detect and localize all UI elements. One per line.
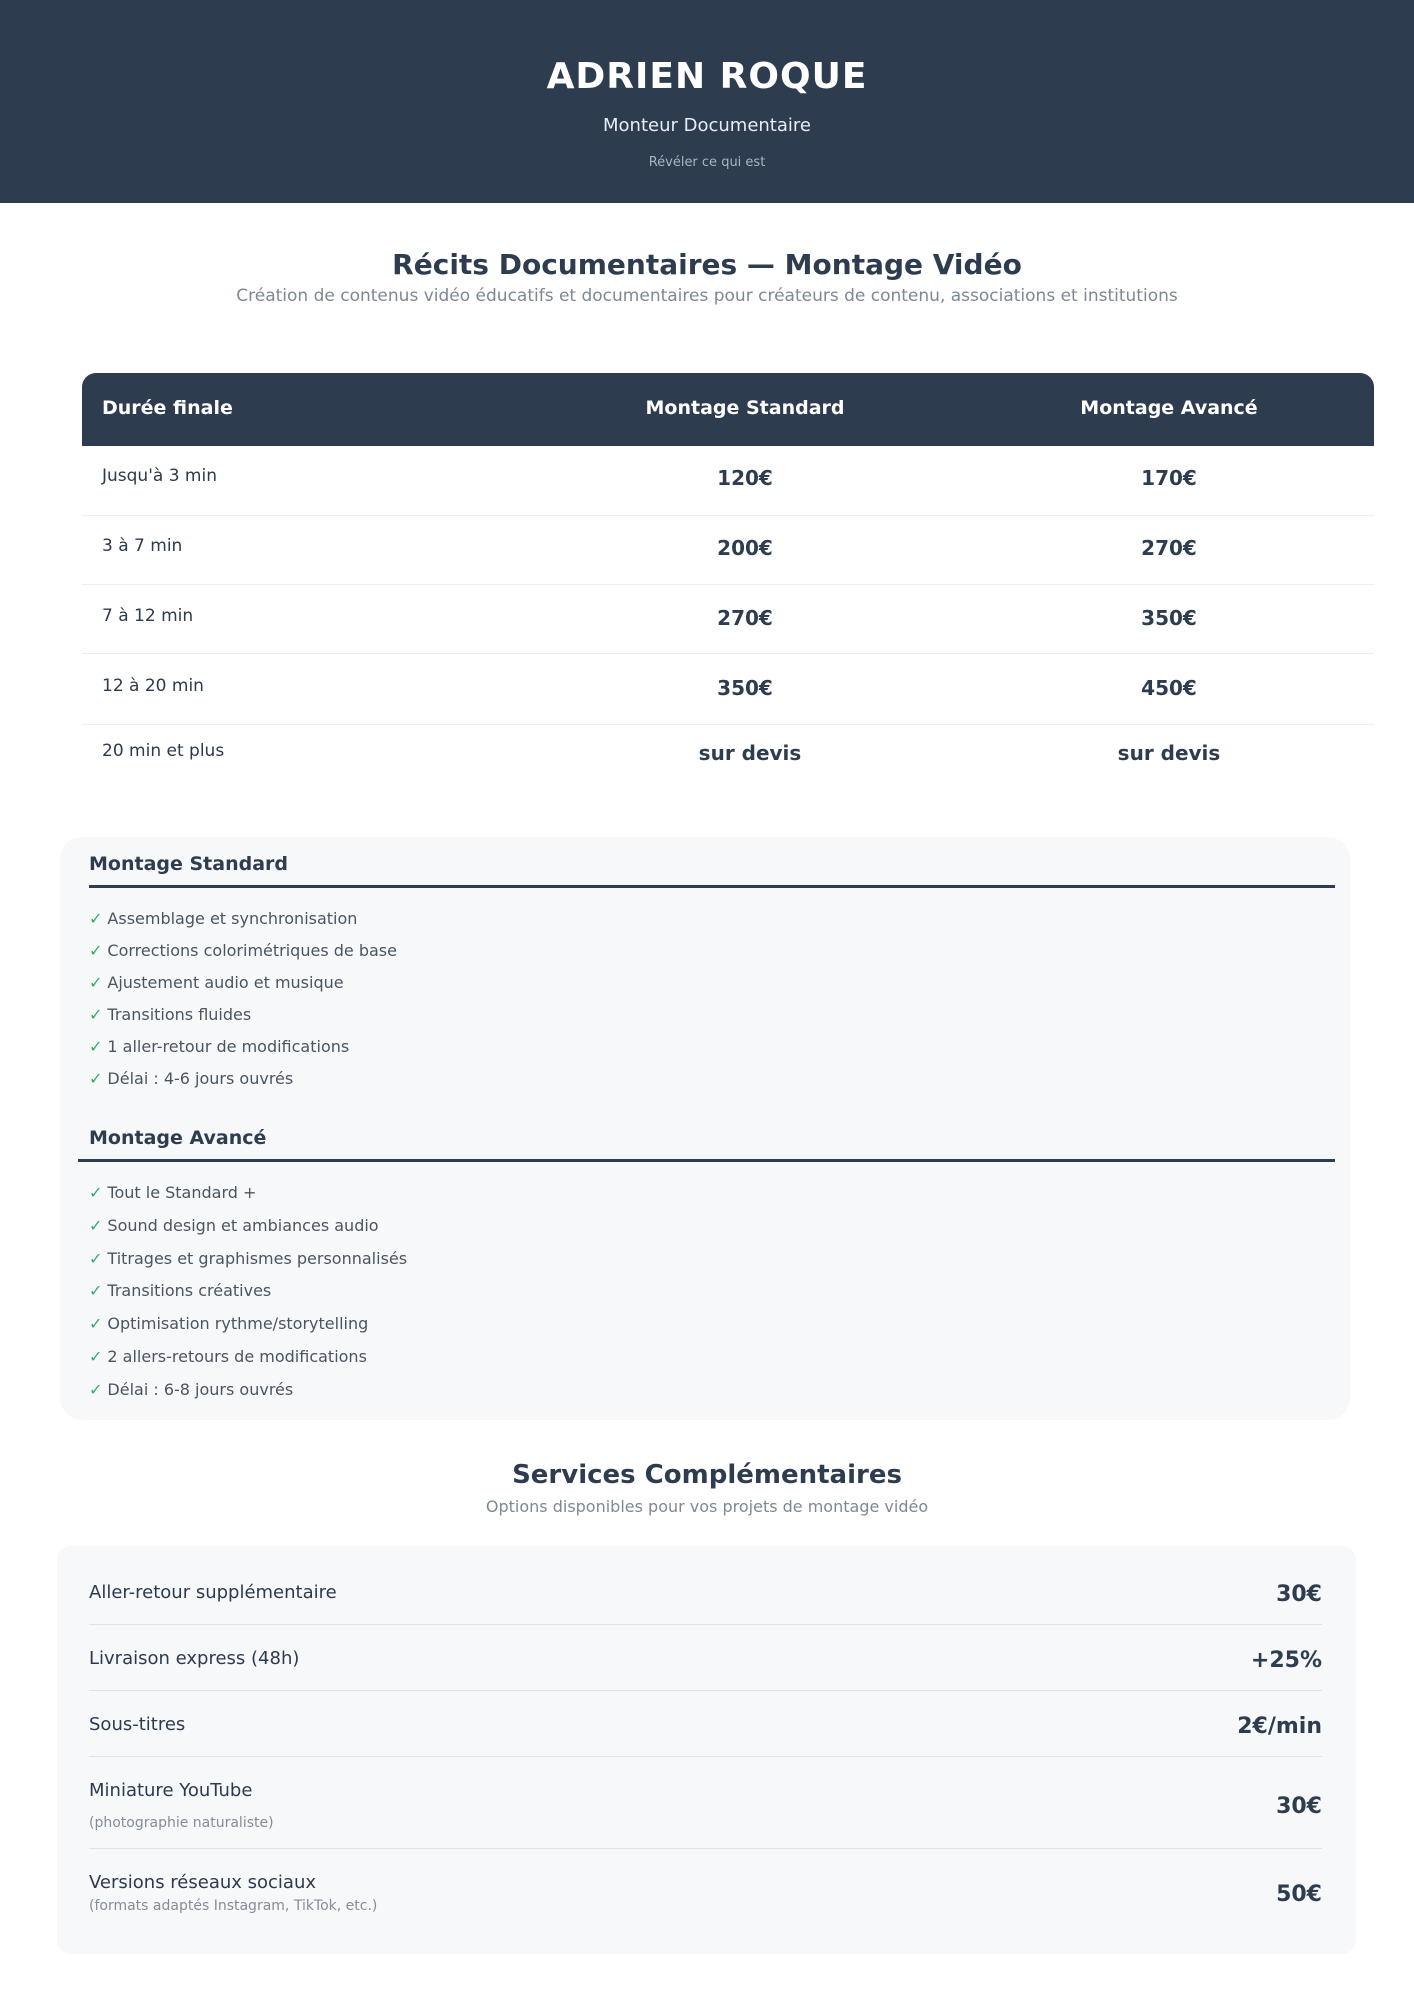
service-name: Livraison express (48h) <box>89 1648 300 1669</box>
page-title: Récits Documentaires — Montage Vidéo <box>392 248 1022 281</box>
row-advanced-price: 450€ <box>1141 676 1197 700</box>
feature-item: ✓ Optimisation rythme/storytelling <box>89 1314 369 1333</box>
service-price: 2€/min <box>1237 1714 1322 1739</box>
feature-item: ✓ Transitions fluides <box>89 1005 252 1024</box>
page-subtitle: Création de contenus vidéo éducatifs et documentaires pour créateurs de contenu, associations et institutions <box>236 286 1178 306</box>
check-icon: ✓ <box>89 1069 103 1088</box>
check-icon: ✓ <box>89 1183 103 1202</box>
table-row <box>82 725 1374 789</box>
feature-item: ✓ 2 allers-retours de modifications <box>89 1347 367 1366</box>
features-panel <box>60 837 1350 1420</box>
row-duration: Jusqu'à 3 min <box>102 466 217 486</box>
services-subtitle: Options disponibles pour vos projets de montage vidéo <box>485 1497 929 1516</box>
header-standard: Montage Standard <box>645 397 845 419</box>
feature-item: ✓ Délai : 6-8 jours ouvrés <box>89 1380 294 1399</box>
service-name: Aller-retour supplémentaire <box>89 1582 337 1603</box>
table-row <box>82 585 1374 654</box>
row-advanced-price: 350€ <box>1141 606 1197 630</box>
feature-item: ✓ Sound design et ambiances audio <box>89 1216 379 1235</box>
service-note: (photographie naturaliste) <box>89 1815 274 1831</box>
service-divider <box>89 1848 1322 1849</box>
row-standard-price: sur devis <box>698 741 802 765</box>
check-icon: ✓ <box>89 1281 103 1300</box>
check-icon: ✓ <box>89 1380 103 1399</box>
check-icon: ✓ <box>89 973 103 992</box>
services-title: Services Complémentaires <box>512 1460 902 1490</box>
header-duration: Durée finale <box>102 397 233 419</box>
pricing-table <box>82 373 1374 789</box>
section-divider <box>89 885 1335 888</box>
row-standard-price: 270€ <box>717 606 773 630</box>
row-standard-price: 350€ <box>717 676 773 700</box>
service-note: (formats adaptés Instagram, TikTok, etc.) <box>89 1898 378 1914</box>
feature-item: ✓ Tout le Standard + <box>89 1183 257 1202</box>
row-duration: 7 à 12 min <box>102 606 194 626</box>
check-icon: ✓ <box>89 1005 103 1024</box>
row-advanced-price: 270€ <box>1141 536 1197 560</box>
author-name: ADRIEN ROQUE <box>546 56 868 97</box>
feature-item: ✓ Assemblage et synchronisation <box>89 909 358 928</box>
service-price: +25% <box>1250 1648 1322 1673</box>
table-row <box>82 446 1374 516</box>
pricing-table-header <box>82 373 1374 446</box>
header-advanced: Montage Avancé <box>1080 397 1258 419</box>
feature-item: ✓ Transitions créatives <box>89 1281 272 1300</box>
service-name: Versions réseaux sociaux <box>89 1872 317 1893</box>
service-name: Sous-titres <box>89 1714 186 1735</box>
service-name: Miniature YouTube <box>89 1780 253 1801</box>
check-icon: ✓ <box>89 1037 103 1056</box>
table-row <box>82 654 1374 725</box>
section-divider <box>78 1159 1335 1162</box>
feature-item: ✓ Titrages et graphismes personnalisés <box>89 1249 408 1268</box>
row-advanced-price: 170€ <box>1141 466 1197 490</box>
feature-item: ✓ Délai : 4-6 jours ouvrés <box>89 1069 294 1088</box>
feature-item: ✓ 1 aller-retour de modifications <box>89 1037 350 1056</box>
service-divider <box>89 1624 1322 1625</box>
advanced-features-title: Montage Avancé <box>89 1127 267 1149</box>
row-advanced-price: sur devis <box>1117 741 1221 765</box>
check-icon: ✓ <box>89 909 103 928</box>
row-duration: 12 à 20 min <box>102 676 204 696</box>
service-divider <box>89 1756 1322 1757</box>
table-row <box>82 516 1374 585</box>
service-price: 50€ <box>1276 1882 1322 1907</box>
row-duration: 3 à 7 min <box>102 536 183 556</box>
feature-item: ✓ Corrections colorimétriques de base <box>89 941 397 960</box>
service-divider <box>89 1690 1322 1691</box>
check-icon: ✓ <box>89 1314 103 1333</box>
check-icon: ✓ <box>89 1249 103 1268</box>
row-standard-price: 120€ <box>717 466 773 490</box>
feature-item: ✓ Ajustement audio et musique <box>89 973 344 992</box>
standard-features-title: Montage Standard <box>89 853 288 875</box>
check-icon: ✓ <box>89 941 103 960</box>
row-duration: 20 min et plus <box>102 741 225 761</box>
author-tagline: Révéler ce qui est <box>648 155 766 170</box>
services-panel <box>57 1546 1356 1954</box>
header-banner <box>0 0 1414 203</box>
author-role: Monteur Documentaire <box>603 115 811 136</box>
service-price: 30€ <box>1276 1794 1322 1819</box>
check-icon: ✓ <box>89 1216 103 1235</box>
row-standard-price: 200€ <box>717 536 773 560</box>
check-icon: ✓ <box>89 1347 103 1366</box>
service-price: 30€ <box>1276 1582 1322 1607</box>
